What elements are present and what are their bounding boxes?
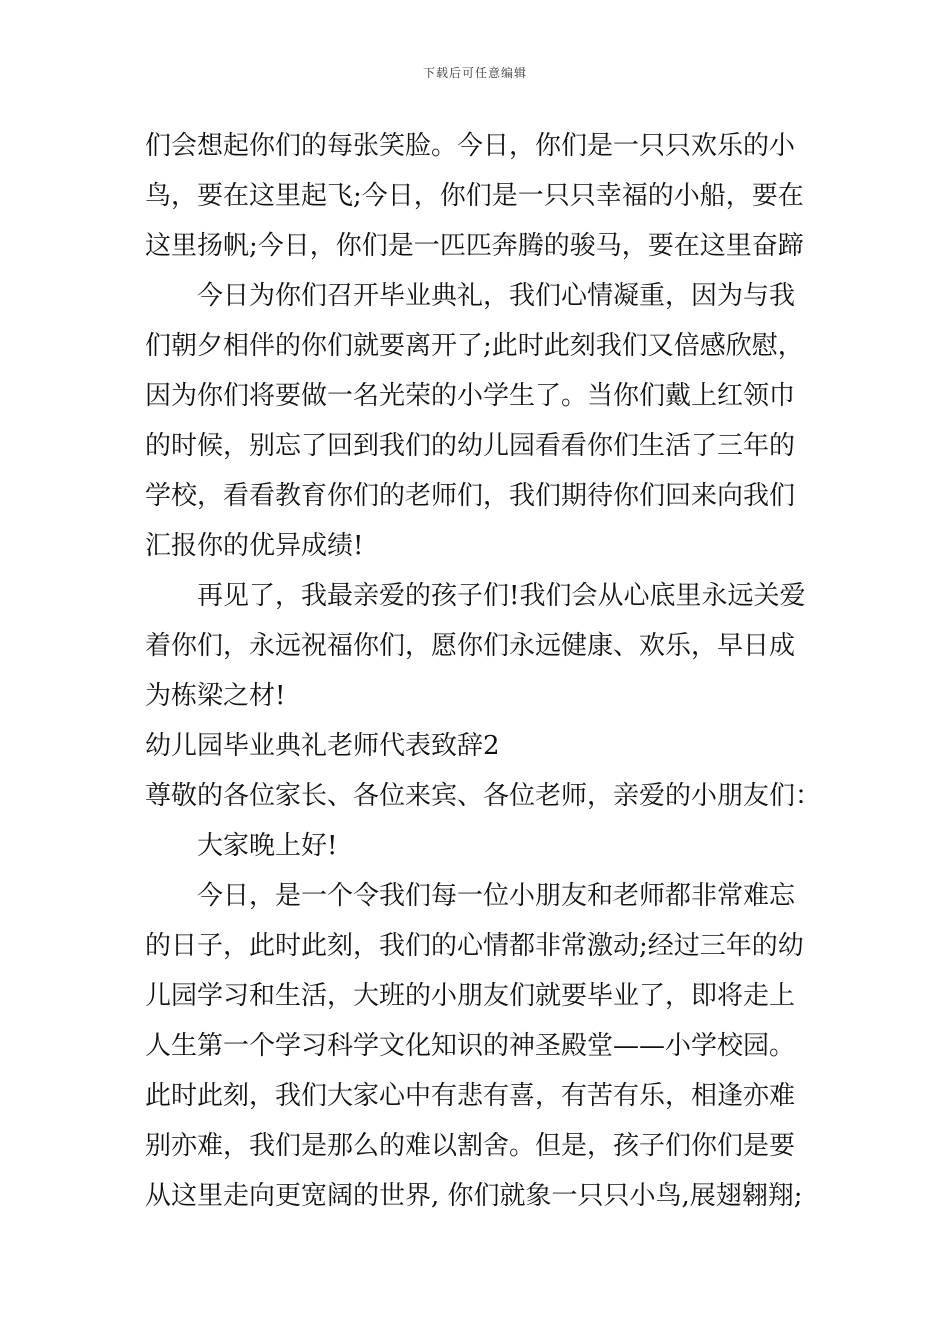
text-line: 因为你们将要做一名光荣的小学生了。当你们戴上红领巾 bbox=[145, 381, 796, 411]
paragraph-start-line: 今日为你们召开毕业典礼，我们心情凝重，因为与我 bbox=[197, 281, 796, 311]
page-header-watermark: 下载后可任意编辑 bbox=[422, 66, 527, 80]
text-line: 鸟，要在这里起飞;今日，你们是一只只幸福的小船，要在 bbox=[145, 181, 804, 211]
text-line: 学校，看看教育你们的老师们，我们期待你们回来向我们 bbox=[145, 481, 796, 511]
text-line: 汇报你的优异成绩! bbox=[145, 531, 364, 561]
greeting-line: 大家晚上好! bbox=[197, 831, 338, 861]
text-line: 从这里走向更宽阔的世界, 你们就象一只只小鸟,展翅翱翔; bbox=[145, 1181, 803, 1211]
text-line: 为栋梁之材! bbox=[145, 681, 286, 711]
paragraph-start-line: 再见了，我最亲爱的孩子们!我们会从心底里永远关爱 bbox=[197, 581, 806, 611]
text-line: 这里扬帆;今日，你们是一匹匹奔腾的骏马，要在这里奋蹄 bbox=[145, 231, 804, 261]
text-line: 的时候，别忘了回到我们的幼儿园看看你们生活了三年的 bbox=[145, 431, 796, 461]
text-line: 们会想起你们的每张笑脸。今日，你们是一只只欢乐的小 bbox=[145, 131, 796, 161]
text-line: 着你们，永远祝福你们，愿你们永远健康、欢乐，早日成 bbox=[145, 631, 796, 661]
section-title: 幼儿园毕业典礼老师代表致辞2 bbox=[145, 731, 500, 761]
document-body bbox=[145, 121, 825, 1221]
text-line: 们朝夕相伴的你们就要离开了;此时此刻我们又倍感欣慰， bbox=[145, 331, 804, 361]
text-line: 的日子，此时此刻，我们的心情都非常激动;经过三年的幼 bbox=[145, 931, 804, 961]
paragraph-start-line: 今日，是一个令我们每一位小朋友和老师都非常难忘 bbox=[197, 881, 796, 911]
salutation-line: 尊敬的各位家长、各位来宾、各位老师，亲爱的小朋友们： bbox=[145, 781, 822, 811]
text-line: 别亦难，我们是那么的难以割舍。但是，孩子们你们是要 bbox=[145, 1131, 796, 1161]
text-line: 儿园学习和生活，大班的小朋友们就要毕业了，即将走上 bbox=[145, 981, 796, 1011]
text-line: 人生第一个学习科学文化知识的神圣殿堂——小学校园。 bbox=[145, 1031, 796, 1061]
text-line: 此时此刻，我们大家心中有悲有喜，有苦有乐，相逢亦难 bbox=[145, 1081, 796, 1111]
